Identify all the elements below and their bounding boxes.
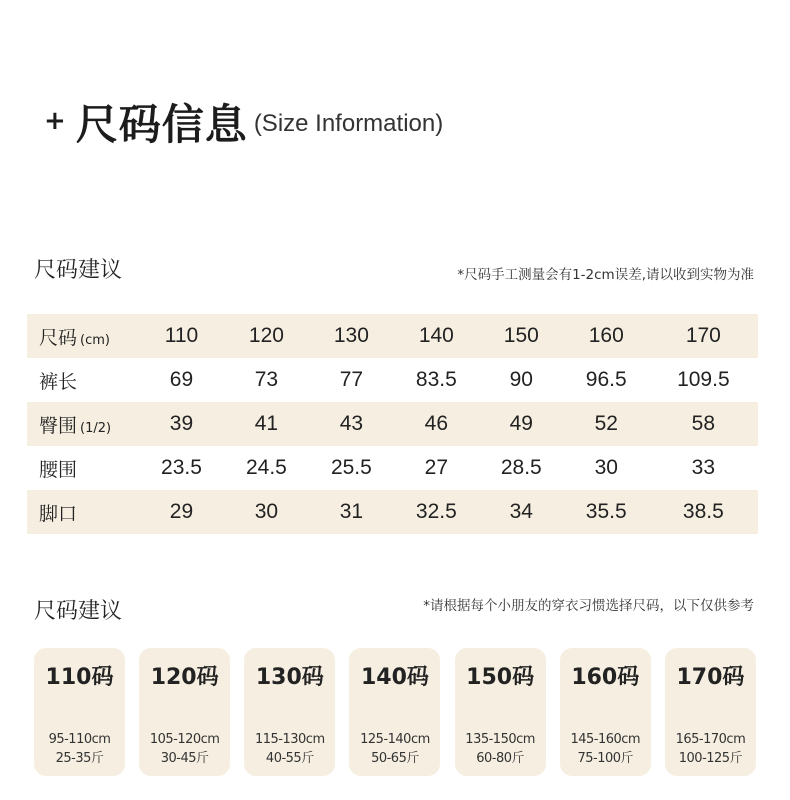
row-label: 尺码 bbox=[39, 326, 78, 349]
table-row bbox=[27, 446, 758, 490]
table-cell: 46 bbox=[394, 402, 479, 446]
size-recommendation-cards bbox=[34, 648, 756, 776]
card-height-range: 165-170cm bbox=[675, 732, 746, 747]
table-cell: 34 bbox=[479, 490, 564, 534]
table-cell: 41 bbox=[224, 402, 309, 446]
table-cell: 83.5 bbox=[415, 368, 457, 391]
table-cell: 77 bbox=[339, 368, 364, 391]
page-header bbox=[44, 100, 444, 149]
table-cell: 43 bbox=[309, 402, 394, 446]
table-row bbox=[27, 402, 758, 446]
table-cell: 150 bbox=[479, 314, 564, 358]
table-cell: 30 bbox=[594, 456, 618, 479]
table-row bbox=[27, 358, 758, 402]
size-card bbox=[244, 648, 335, 776]
card-size-label: 170码 bbox=[676, 665, 745, 690]
card-weight-range: 25-35斤 bbox=[55, 751, 104, 766]
row-label: 腰围 bbox=[39, 458, 78, 481]
row-label: 臀围 bbox=[39, 414, 78, 437]
size-card bbox=[349, 648, 440, 776]
table-cell: 30 bbox=[224, 490, 309, 534]
row-label: 脚口 bbox=[39, 502, 78, 525]
table-cell: 35.5 bbox=[564, 490, 649, 534]
size-card bbox=[139, 648, 230, 776]
table-cell: 32.5 bbox=[394, 490, 479, 534]
table-cell: 27 bbox=[424, 456, 449, 479]
table-cell: 160 bbox=[564, 314, 649, 358]
table-cell: 109.5 bbox=[677, 368, 730, 391]
card-height-range: 135-150cm bbox=[465, 732, 535, 747]
table-cell: 120 bbox=[224, 314, 309, 358]
page-subtitle: (Size Information) bbox=[253, 110, 444, 137]
row-unit: (1/2) bbox=[80, 420, 112, 436]
card-weight-range: 100-125斤 bbox=[678, 751, 743, 766]
row-header bbox=[27, 402, 139, 446]
table-cell: 69 bbox=[169, 368, 194, 391]
size-card bbox=[665, 648, 756, 776]
table-cell: 170 bbox=[649, 314, 758, 358]
table-cell: 130 bbox=[309, 314, 394, 358]
plus-icon: + bbox=[44, 106, 66, 136]
table-cell: 29 bbox=[139, 490, 224, 534]
table-cell: 38.5 bbox=[649, 490, 758, 534]
recommendation-section-title: 尺码建议 bbox=[34, 599, 123, 624]
card-height-range: 115-130cm bbox=[254, 732, 325, 747]
table-cell: 33 bbox=[691, 456, 716, 479]
card-height-range: 125-140cm bbox=[360, 732, 430, 747]
card-size-label: 110码 bbox=[45, 665, 114, 690]
size-card bbox=[34, 648, 125, 776]
size-measurement-table bbox=[27, 314, 758, 534]
size-card bbox=[560, 648, 651, 776]
row-unit: (cm) bbox=[80, 332, 110, 348]
measurements-section-title: 尺码建议 bbox=[34, 258, 123, 283]
card-weight-range: 75-100斤 bbox=[577, 751, 634, 766]
recommendation-note: *请根据每个小朋友的穿衣习惯选择尺码，以下仅供参考 bbox=[423, 598, 754, 614]
table-cell: 52 bbox=[564, 402, 649, 446]
row-header bbox=[27, 446, 139, 490]
row-label: 裤长 bbox=[39, 370, 78, 393]
row-header bbox=[27, 314, 139, 358]
card-size-label: 120码 bbox=[150, 665, 219, 690]
table-cell: 28.5 bbox=[500, 456, 542, 479]
row-header bbox=[27, 490, 139, 534]
table-cell: 110 bbox=[139, 314, 224, 358]
card-weight-range: 30-45斤 bbox=[160, 751, 209, 766]
table-cell: 96.5 bbox=[585, 368, 627, 391]
table-cell: 24.5 bbox=[245, 456, 287, 479]
table-row bbox=[27, 490, 758, 534]
table-cell: 39 bbox=[139, 402, 224, 446]
card-height-range: 95-110cm bbox=[48, 732, 111, 747]
card-size-label: 160码 bbox=[571, 665, 640, 690]
card-weight-range: 60-80斤 bbox=[476, 751, 525, 766]
table-cell: 49 bbox=[479, 402, 564, 446]
table-cell: 31 bbox=[309, 490, 394, 534]
table-cell: 23.5 bbox=[161, 456, 202, 479]
card-size-label: 130码 bbox=[255, 665, 324, 690]
table-row bbox=[27, 314, 758, 358]
row-header bbox=[27, 358, 139, 402]
card-size-label: 140码 bbox=[361, 665, 429, 690]
card-size-label: 150码 bbox=[466, 665, 535, 690]
table-cell: 73 bbox=[254, 368, 279, 391]
card-height-range: 105-120cm bbox=[149, 732, 220, 747]
table-cell: 140 bbox=[394, 314, 479, 358]
page-title: 尺码信息 bbox=[75, 100, 248, 149]
card-weight-range: 50-65斤 bbox=[371, 751, 419, 766]
table-cell: 58 bbox=[649, 402, 758, 446]
size-card bbox=[455, 648, 546, 776]
card-height-range: 145-160cm bbox=[570, 732, 641, 747]
table-cell: 25.5 bbox=[330, 456, 372, 479]
table-cell: 90 bbox=[509, 368, 533, 391]
card-weight-range: 40-55斤 bbox=[265, 751, 314, 766]
measurements-note: *尺码手工测量会有1-2cm误差,请以收到实物为准 bbox=[457, 267, 754, 283]
